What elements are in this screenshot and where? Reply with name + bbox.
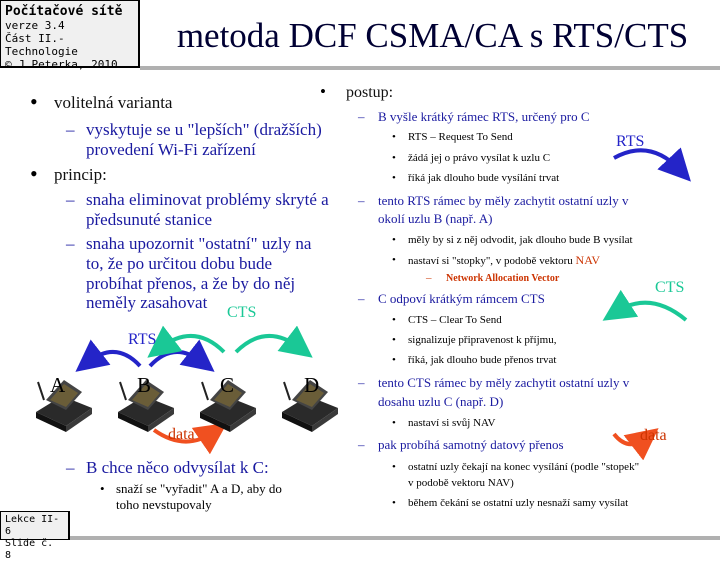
bullet-dot: • [320, 82, 326, 101]
lesson-number: Lekce II-6 [5, 514, 60, 537]
course-name: Počítačové sítě [5, 4, 123, 19]
right-step-2c: Network Allocation Vector [446, 273, 560, 284]
nav-term: NAV [575, 253, 600, 267]
right-step-2b [408, 253, 600, 268]
slide-info-box [0, 511, 70, 561]
bullet-dot: • [392, 354, 396, 366]
footer-rule [70, 536, 720, 540]
course-version: verze 3.4 [5, 19, 65, 32]
bullet-dot: • [392, 234, 396, 246]
right-step-1c: říká jak dlouho bude vysílání trvat [408, 172, 560, 184]
right-step-2b-text: nastaví si "stopky", v podobě vektoru [408, 255, 576, 267]
right-step-2-line1: tento RTS rámec by měly zachytit ostatní uzly v [378, 193, 629, 208]
right-rts-label: RTS [616, 133, 645, 150]
bullet-dot: • [392, 497, 396, 509]
right-step-5a-line2: v podobě vektoru NAV) [408, 477, 514, 489]
right-step-2a: měly by si z něj odvodit, jak dlouho bude B vysílat [408, 234, 633, 246]
cts-arrow-left [160, 336, 224, 352]
slide-title: metoda DCF CSMA/CA s RTS/CTS [176, 16, 689, 55]
left-sub-2b-line4: neměly zasahovat [86, 293, 208, 312]
node-label-d: D [304, 373, 320, 397]
cts-label: CTS [227, 304, 257, 321]
rts-label: RTS [128, 331, 157, 348]
right-step-3: C odpoví krátkým rámcem CTS [378, 291, 545, 306]
right-step-5a-line1: ostatní uzly čekají na konec vysílání (podle "stopek" [408, 461, 640, 473]
left-sub-2a-line2: předsunuté stanice [86, 210, 213, 229]
right-step-4-line1: tento CTS rámec by měly zachytit ostatní uzly v [378, 375, 630, 390]
bullet-dot: • [392, 172, 396, 184]
dash: – [66, 234, 75, 253]
left-sub-3a-line2: toho nevstupovaly [116, 497, 212, 512]
bullet-dot: • [392, 461, 396, 473]
dash: – [358, 109, 365, 124]
left-sub-2b-line1: snaha upozornit "ostatní" uzly na [86, 234, 312, 253]
bullet-dot: • [392, 417, 396, 429]
dash: – [66, 458, 75, 477]
course-author: © J.Peterka, 2010 [5, 58, 118, 71]
left-sub-2b-line3: probíhat přenos, a že by do něj [86, 274, 296, 293]
right-step-1a: RTS – Request To Send [408, 131, 513, 143]
dash: – [426, 272, 432, 284]
right-step-4-line2: dosahu uzlu C (např. D) [378, 394, 504, 409]
left-sub-1a-line2: provedení Wi-Fi zařízení [86, 140, 256, 159]
dash: – [358, 193, 365, 208]
rts-arrow-small [614, 150, 680, 170]
right-step-3b: signalizuje připravenost k příjmu, [408, 334, 557, 346]
right-step-4a: nastaví si svůj NAV [408, 417, 496, 429]
dash: – [66, 120, 75, 139]
left-bullet-1: volitelná varianta [54, 93, 173, 112]
cts-arrow-right [236, 336, 300, 352]
cts-arrow-small [616, 303, 686, 320]
left-sub-3: B chce něco odvysílat k C: [86, 458, 269, 477]
rts-arrow-right [150, 352, 202, 366]
left-sub-2a-line1: snaha eliminovat problémy skryté a [86, 190, 329, 209]
left-sub-1a-line1: vyskytuje se u "lepších" (dražších) [86, 120, 322, 139]
right-step-5: pak probíhá samotný datový přenos [378, 437, 564, 452]
right-head: postup: [346, 84, 394, 101]
right-data-label: data [640, 427, 667, 444]
node-label-a: A [50, 373, 66, 397]
course-part: Část II.-Technologie [5, 32, 78, 58]
right-cts-label: CTS [655, 279, 685, 296]
bullet-dot: • [392, 152, 396, 164]
rts-arrow-left [88, 352, 140, 366]
right-step-5b: během čekání se ostatní uzly nesnaží samy vysílat [408, 497, 629, 509]
right-step-3a: CTS – Clear To Send [408, 314, 502, 326]
bullet-dot: • [392, 131, 396, 143]
dash: – [358, 375, 365, 390]
left-bullet-2: princip: [54, 165, 107, 184]
bullet-dot: • [392, 254, 396, 266]
dash: – [358, 291, 365, 306]
right-step-3c: říká, jak dlouho bude přenos trvat [408, 354, 557, 366]
data-label: data [168, 426, 195, 443]
bullet-dot: • [392, 334, 396, 346]
right-step-1: B vyšle krátký rámec RTS, určený pro C [378, 109, 590, 124]
slide-number: Slide č. 8 [5, 538, 54, 561]
right-step-2-line2: okolí uzlu B (např. A) [378, 211, 493, 226]
bullet-dot: • [30, 89, 38, 114]
left-sub-3a-line1: snaží se "vyřadit" A a D, aby do [116, 481, 282, 496]
bullet-dot: • [30, 161, 38, 186]
right-step-1b: žádá jej o právo vysílat k uzlu C [408, 152, 551, 164]
node-label-b: B [137, 373, 152, 397]
dash: – [358, 437, 365, 452]
left-sub-2b-line2: to, že po určitou dobu bude [86, 254, 273, 273]
node-label-c: C [220, 373, 235, 397]
bullet-dot: • [100, 481, 105, 496]
dash: – [66, 190, 75, 209]
bullet-dot: • [392, 314, 396, 326]
